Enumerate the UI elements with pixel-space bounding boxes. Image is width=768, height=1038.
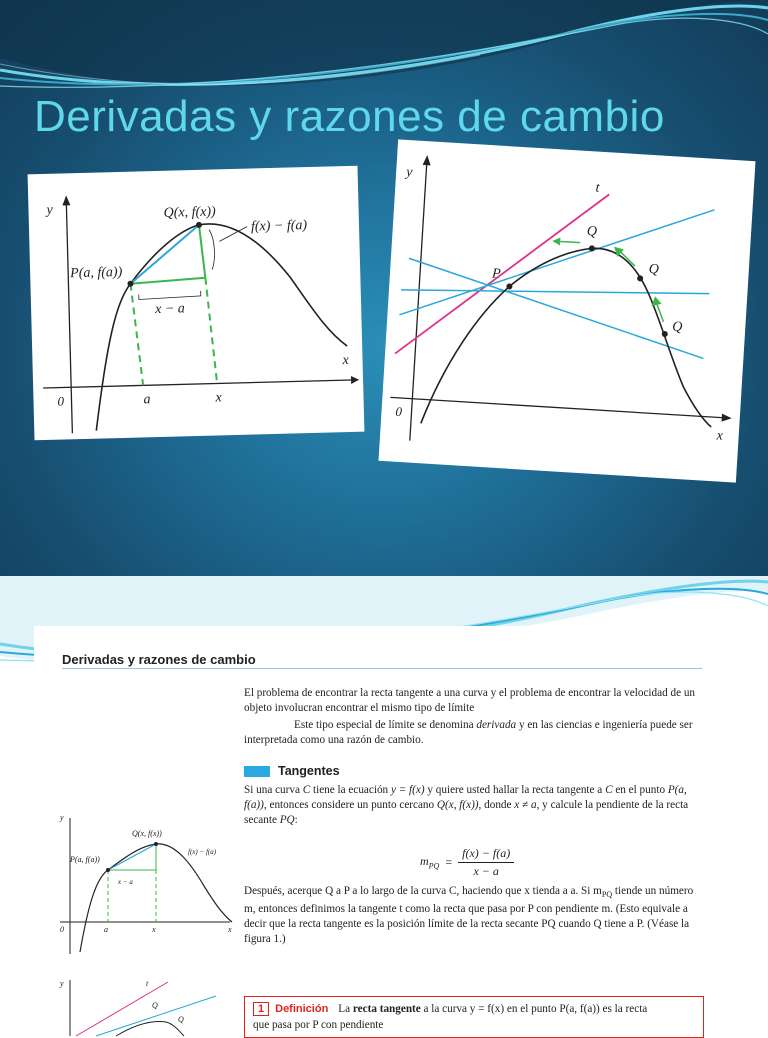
definition-number: 1	[253, 1002, 269, 1016]
slope-formula: $m_{PQ}$ = $\frac{f(x) - f(a)}{x - a}$	[420, 846, 514, 879]
svg-text:Q: Q	[178, 1015, 184, 1024]
definition-title: Definición	[275, 1003, 329, 1015]
x-axis-label: x	[716, 428, 724, 444]
guide-x	[205, 278, 217, 384]
y-axis-label: y	[46, 202, 53, 218]
secant-line-2	[401, 275, 709, 309]
slide-2	[0, 576, 768, 1031]
definition-box: 1 Definición La recta tangente a la curva y = f(x) en el punto P(a, f(a)) es la recta que pasa por P con pendiente	[244, 996, 704, 1038]
x-axis	[43, 380, 351, 388]
point-p-label: P(a, f(a))	[69, 264, 123, 282]
tangent-diagram	[379, 139, 756, 482]
svg-text:x: x	[228, 925, 232, 934]
limit-paragraph: Después, acerque Q a P a lo largo de la curva C, haciendo que x tienda a a. Si $m_{PQ}$ tiende un número m, entonces definimos la tangente t como la recta que pasa por P con pendiente m. (Esto equivale a decir que la recta tangente es la posición límite de la recta secante PQ cuando Q tiene a P. (Véase la figura 1.)	[244, 885, 694, 946]
rise-line	[199, 225, 205, 278]
rise-label: f(x) − f(a)	[250, 218, 308, 235]
point-q3-label: Q	[671, 319, 683, 336]
tangent-line	[395, 182, 609, 366]
secant-line	[129, 225, 200, 284]
point-p-label: P	[491, 266, 502, 282]
curve	[421, 238, 724, 444]
secant-diagram	[28, 166, 365, 441]
y-axis	[66, 203, 72, 433]
tangent-label: t	[595, 180, 600, 196]
secant-figure	[28, 166, 365, 441]
svg-text:f(x) − f(a): f(x) − f(a)	[188, 848, 217, 856]
tick-x-label: x	[215, 390, 222, 406]
run-label: x − a	[154, 301, 186, 318]
svg-text:P(a, f(a)): P(a, f(a))	[70, 855, 100, 864]
title-rule	[62, 668, 702, 669]
svg-text:x: x	[152, 925, 156, 934]
derivative-paragraph: Este tipo especial de límite se denomina derivada y en las ciencias e ingeniería puede ser interpretada como una razón de cambio.	[244, 719, 693, 746]
svg-text:Q(x, f(x)): Q(x, f(x))	[132, 829, 162, 838]
svg-text:0: 0	[60, 925, 64, 934]
origin-label: 0	[57, 393, 65, 409]
intro-paragraph: El problema de encontrar la recta tangente a una curva y el problema de encontrar la velocidad de un objeto involucran encontrar el mismo tipo de límite	[244, 687, 696, 714]
small-tangent-figure	[56, 976, 236, 1036]
small-secant-figure	[56, 806, 236, 956]
svg-text:Q: Q	[152, 1001, 158, 1010]
origin-label: 0	[395, 403, 403, 420]
x-axis	[390, 397, 729, 418]
svg-text:t: t	[146, 979, 149, 988]
point-q2-label: Q	[648, 261, 660, 278]
section-bar	[244, 766, 270, 777]
point-q1-label: Q	[586, 224, 598, 240]
x-axis-label: x	[342, 353, 349, 369]
point-q-label: Q(x, f(x))	[163, 204, 216, 221]
secant-line-1	[399, 191, 714, 334]
tangent-figure	[379, 139, 756, 482]
run-line	[130, 278, 205, 284]
secant-line-3	[404, 258, 708, 358]
slide-title: Derivadas y razones de cambio	[34, 92, 665, 141]
svg-text:x − a: x − a	[118, 878, 133, 886]
tick-a-label: a	[143, 392, 151, 408]
tangentes-heading: Tangentes	[244, 764, 340, 778]
y-axis-label: y	[405, 164, 413, 181]
definition-line-2: que pasa por P con pendiente	[253, 1019, 384, 1031]
page-section-title: Derivadas y razones de cambio	[62, 652, 256, 667]
svg-text:y: y	[60, 979, 64, 988]
tangent-paragraph: Si una curva C tiene la ecuación y = f(x) y quiere usted hallar la recta tangente a C en el punto P(a, f(a)), entonces considere un punto cercano Q(x, f(x)), donde x ≠ a, y calcule la pendiente de la recta secante PQ:	[244, 784, 689, 826]
svg-text:y: y	[60, 813, 64, 822]
svg-text:a: a	[104, 925, 108, 934]
guide-a	[130, 283, 143, 385]
